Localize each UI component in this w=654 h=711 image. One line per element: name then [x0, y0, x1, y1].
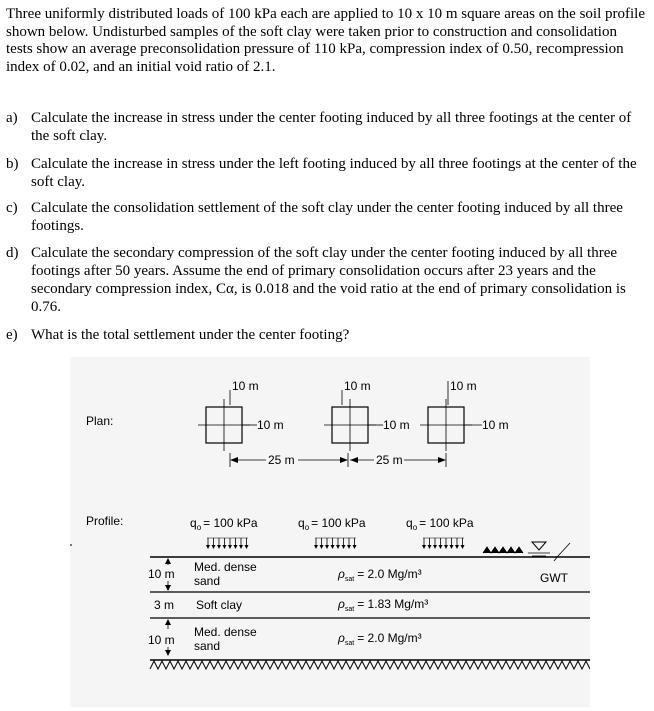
- gwt-label: GWT: [540, 571, 568, 585]
- load-subscript: o: [304, 523, 310, 532]
- thickness-label: 10 m: [148, 633, 175, 647]
- density-sand-top: $\rho_{sat} = 2.0$ Mg/m³: [338, 567, 422, 583]
- layer-name-line2: sand: [194, 639, 221, 653]
- density-clay: $\rho_{sat} = 1.83$ Mg/m³: [338, 597, 429, 613]
- plan-footing-center: [324, 390, 383, 451]
- question-text: Calculate the increase in stress under the left footing induced by all three footings at the center of the soft clay.: [31, 156, 637, 190]
- density-sand-bottom: $\rho_{sat} = 2.0$ Mg/m³: [338, 631, 422, 647]
- load-left: [190, 516, 258, 532]
- question-label: a): [6, 110, 18, 126]
- load-value: = 100 kPa: [311, 516, 366, 530]
- plan-footing-left: [198, 390, 257, 451]
- load-subscript: o: [196, 523, 202, 532]
- load-symbol: q: [406, 516, 413, 530]
- layer-name-line2: sand: [194, 574, 221, 588]
- layer-name-line1: Soft clay: [196, 598, 243, 612]
- question-label: b): [6, 156, 19, 172]
- question-text: Calculate the increase in stress under the center footing induced by all three footings at the center of the soft clay.: [31, 110, 632, 144]
- plan-width-dim: 10 m: [344, 379, 371, 393]
- gwt-symbol: [528, 542, 570, 561]
- svg-text:qo= 100 kPa: [190, 516, 258, 532]
- plan-width-dim: 10 m: [232, 379, 259, 393]
- plan-length-dim: 10 m: [482, 418, 509, 432]
- thickness-label: 10 m: [148, 567, 175, 581]
- svg-text:qo= 100 kPa: [298, 516, 366, 532]
- plan-width-dim: 10 m: [450, 379, 477, 393]
- load-value: = 100 kPa: [203, 516, 258, 530]
- plan-length-dim: 10 m: [383, 418, 410, 432]
- question-label: c): [6, 200, 18, 216]
- question-label: e): [6, 327, 18, 343]
- soil-profile-figure: [70, 357, 590, 707]
- load-center: [298, 516, 366, 532]
- svg-text:qo= 100 kPa: [406, 516, 474, 532]
- ground-hatch: [483, 547, 523, 553]
- load-subscript: o: [412, 523, 418, 532]
- question-a: [6, 109, 646, 145]
- spacing-dimension: [230, 453, 446, 467]
- question-text: Calculate the secondary compression of the soft clay under the center footing induced by all three footings after 50 years. Assume the end of primary consolidation occurs after 23 years and the secondary compression index, Cα, is 0.018 and the void ratio at the end of primary consolidation is 0.76.: [31, 245, 626, 315]
- question-c: [6, 199, 646, 235]
- layer-name-line1: Med. dense: [194, 625, 257, 639]
- question-text: Calculate the consolidation settlement of the soft clay under the center footing induced by all three footings.: [31, 200, 623, 234]
- question-text: What is the total settlement under the center footing?: [31, 327, 350, 343]
- question-d: [6, 244, 646, 316]
- bedrock-hatch: [150, 661, 590, 669]
- spacing-label-left: 25 m: [268, 453, 295, 467]
- problem-intro: Three uniformly distributed loads of 100 kPa each are applied to 10 x 10 m square areas on the soil profile shown below. Undisturbed samples of the soft clay were taken prior to construction and consolidation tests show an average preconsolidation pressure of 110 kPa, compression index of 0.50, recompression index of 0.02, and an initial void ratio of 2.1.: [6, 6, 645, 75]
- load-right: [406, 516, 474, 532]
- thickness-label: 3 m: [154, 598, 175, 612]
- load-symbol: q: [298, 516, 305, 530]
- layer-name-line1: Med. dense: [194, 560, 257, 574]
- profile-label: Profile:: [86, 514, 124, 528]
- load-value: = 100 kPa: [419, 516, 474, 530]
- plan-length-dim: 10 m: [257, 418, 284, 432]
- load-arrows: [206, 538, 465, 549]
- plan-label: Plan:: [86, 414, 114, 428]
- question-b: [6, 155, 646, 191]
- question-e: [6, 326, 646, 344]
- spacing-label-right: 25 m: [376, 453, 403, 467]
- load-symbol: q: [190, 516, 197, 530]
- question-label: d): [6, 245, 19, 261]
